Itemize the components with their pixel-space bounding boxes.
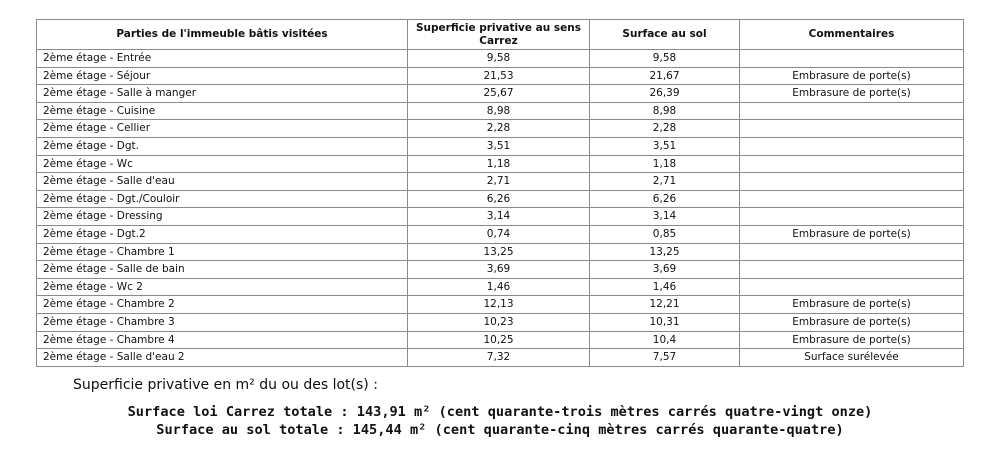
table-row xyxy=(37,296,964,314)
sol-value-cell: 3,51 xyxy=(590,137,740,155)
comment-cell: Embrasure de porte(s) xyxy=(740,225,964,243)
table-row xyxy=(37,278,964,296)
table-row xyxy=(37,137,964,155)
sol-value-cell: 1,18 xyxy=(590,155,740,173)
carrez-total: Surface loi Carrez totale : 143,91 m² (cent quarante-trois mètres carrés quatre-vingt onze) xyxy=(127,404,873,420)
carrez-value-cell: 8,98 xyxy=(408,102,590,120)
sol-value-cell: 3,14 xyxy=(590,208,740,226)
comment-cell xyxy=(740,155,964,173)
room-name-cell: 2ème étage - Salle à manger xyxy=(37,85,408,103)
room-name-cell: 2ème étage - Chambre 2 xyxy=(37,296,408,314)
sol-value-cell: 10,31 xyxy=(590,313,740,331)
sol-value-cell: 21,67 xyxy=(590,67,740,85)
totals-block xyxy=(0,404,1000,439)
comment-cell xyxy=(740,102,964,120)
table-row xyxy=(37,243,964,261)
sol-value-cell: 2,28 xyxy=(590,120,740,138)
sol-value-cell: 26,39 xyxy=(590,85,740,103)
sol-value-cell: 13,25 xyxy=(590,243,740,261)
room-name-cell: 2ème étage - Wc 2 xyxy=(37,278,408,296)
carrez-value-cell: 3,14 xyxy=(408,208,590,226)
comment-cell xyxy=(740,50,964,68)
header-surface-sol: Surface au sol xyxy=(590,20,740,50)
summary-label: Superficie privative en m² du ou des lot(s) : xyxy=(73,377,378,393)
comment-cell xyxy=(740,190,964,208)
table-header-row xyxy=(37,20,964,50)
comment-cell xyxy=(740,261,964,279)
carrez-value-cell: 12,13 xyxy=(408,296,590,314)
table-row xyxy=(37,120,964,138)
sol-value-cell: 12,21 xyxy=(590,296,740,314)
carrez-value-cell: 13,25 xyxy=(408,243,590,261)
carrez-value-cell: 25,67 xyxy=(408,85,590,103)
carrez-value-cell: 7,32 xyxy=(408,349,590,367)
surface-table xyxy=(36,19,964,367)
sol-value-cell: 3,69 xyxy=(590,261,740,279)
carrez-value-cell: 0,74 xyxy=(408,225,590,243)
table-row xyxy=(37,67,964,85)
room-name-cell: 2ème étage - Séjour xyxy=(37,67,408,85)
room-name-cell: 2ème étage - Chambre 3 xyxy=(37,313,408,331)
sol-value-cell: 8,98 xyxy=(590,102,740,120)
carrez-value-cell: 6,26 xyxy=(408,190,590,208)
room-name-cell: 2ème étage - Salle d'eau xyxy=(37,173,408,191)
comment-cell xyxy=(740,278,964,296)
table-row xyxy=(37,155,964,173)
comment-cell: Surface surélevée xyxy=(740,349,964,367)
room-name-cell: 2ème étage - Salle de bain xyxy=(37,261,408,279)
room-name-cell: 2ème étage - Dressing xyxy=(37,208,408,226)
table-row xyxy=(37,331,964,349)
table-row xyxy=(37,173,964,191)
table-row xyxy=(37,313,964,331)
sol-value-cell: 9,58 xyxy=(590,50,740,68)
comment-cell: Embrasure de porte(s) xyxy=(740,85,964,103)
sol-value-cell: 6,26 xyxy=(590,190,740,208)
room-name-cell: 2ème étage - Dgt. xyxy=(37,137,408,155)
table-row xyxy=(37,349,964,367)
carrez-value-cell: 10,25 xyxy=(408,331,590,349)
comment-cell: Embrasure de porte(s) xyxy=(740,331,964,349)
sol-total: Surface au sol totale : 145,44 m² (cent quarante-cinq mètres carrés quarante-quatre) xyxy=(156,421,844,438)
comment-cell xyxy=(740,137,964,155)
room-name-cell: 2ème étage - Chambre 4 xyxy=(37,331,408,349)
table-row xyxy=(37,85,964,103)
carrez-value-cell: 1,18 xyxy=(408,155,590,173)
sol-value-cell: 2,71 xyxy=(590,173,740,191)
table-row xyxy=(37,208,964,226)
room-name-cell: 2ème étage - Cuisine xyxy=(37,102,408,120)
table-row xyxy=(37,261,964,279)
room-name-cell: 2ème étage - Entrée xyxy=(37,50,408,68)
sol-value-cell: 10,4 xyxy=(590,331,740,349)
header-carrez: Superficie privative au sens Carrez xyxy=(408,20,590,50)
room-name-cell: 2ème étage - Dgt./Couloir xyxy=(37,190,408,208)
table-row xyxy=(37,102,964,120)
room-name-cell: 2ème étage - Dgt.2 xyxy=(37,225,408,243)
sol-value-cell: 7,57 xyxy=(590,349,740,367)
comment-cell: Embrasure de porte(s) xyxy=(740,67,964,85)
sol-value-cell: 0,85 xyxy=(590,225,740,243)
comment-cell: Embrasure de porte(s) xyxy=(740,313,964,331)
carrez-value-cell: 3,51 xyxy=(408,137,590,155)
carrez-value-cell: 3,69 xyxy=(408,261,590,279)
comment-cell: Embrasure de porte(s) xyxy=(740,296,964,314)
table-row xyxy=(37,190,964,208)
comment-cell xyxy=(740,120,964,138)
comment-cell xyxy=(740,208,964,226)
carrez-value-cell: 10,23 xyxy=(408,313,590,331)
room-name-cell: 2ème étage - Cellier xyxy=(37,120,408,138)
sol-value-cell: 1,46 xyxy=(590,278,740,296)
carrez-value-cell: 1,46 xyxy=(408,278,590,296)
header-commentaires: Commentaires xyxy=(740,20,964,50)
room-name-cell: 2ème étage - Chambre 1 xyxy=(37,243,408,261)
carrez-value-cell: 2,71 xyxy=(408,173,590,191)
carrez-value-cell: 2,28 xyxy=(408,120,590,138)
header-parties: Parties de l'immeuble bâtis visitées xyxy=(37,20,408,50)
table-row xyxy=(37,50,964,68)
room-name-cell: 2ème étage - Wc xyxy=(37,155,408,173)
carrez-value-cell: 21,53 xyxy=(408,67,590,85)
table-row xyxy=(37,225,964,243)
room-name-cell: 2ème étage - Salle d'eau 2 xyxy=(37,349,408,367)
comment-cell xyxy=(740,173,964,191)
comment-cell xyxy=(740,243,964,261)
carrez-value-cell: 9,58 xyxy=(408,50,590,68)
